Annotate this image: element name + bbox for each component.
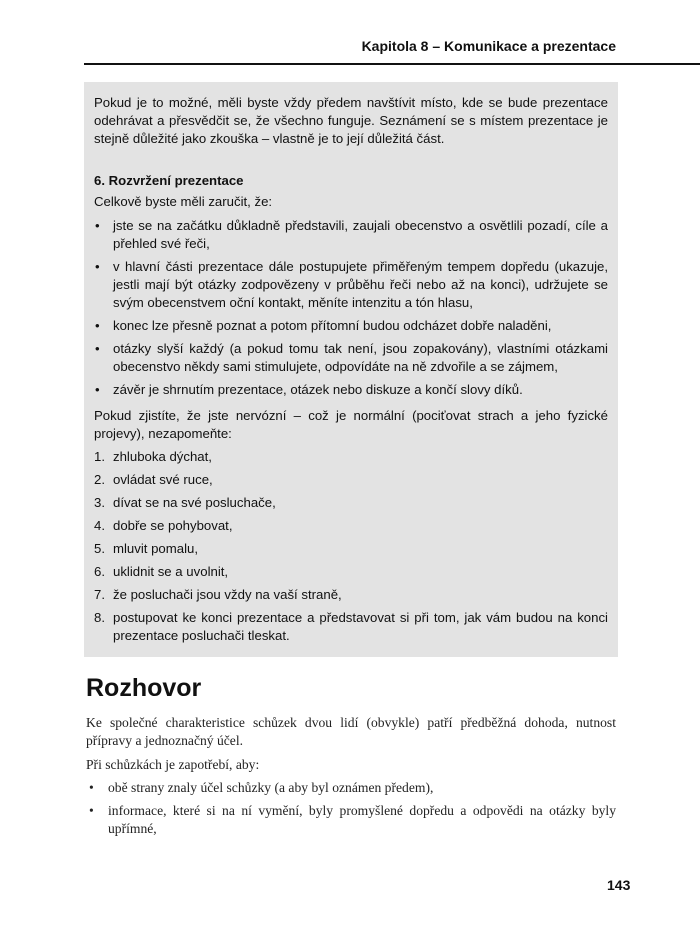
- bullet-icon: •: [95, 218, 100, 233]
- bullet-icon: •: [95, 259, 100, 274]
- list-item: • závěr je shrnutím prezentace, otázek nebo diskuze a končí slovy díků.: [95, 382, 523, 397]
- box-section-heading: 6. Rozvržení prezentace: [94, 173, 244, 188]
- list-item: • jste se na začátku důkladně představili, zaujali obecenstvo a osvětlili pozadí, cíle a přehled své řeči,: [95, 218, 608, 251]
- list-item: 4. dobře se pohybovat,: [94, 518, 233, 533]
- section-paragraph: Při schůzkách je zapotřebí, aby:: [86, 757, 260, 772]
- bullet-icon: •: [95, 318, 100, 333]
- bullet-icon: •: [89, 803, 94, 818]
- page-number: 143: [607, 877, 631, 893]
- section-paragraph: Ke společné charakteristice schůzek dvou lidí (obvykle) patří předběžná dohoda, nutnost přípravy a jednoznačný účel.: [86, 715, 616, 748]
- list-item: 1. zhluboka dýchat,: [94, 449, 212, 464]
- list-item: • otázky slyší každý (a pokud tomu tak není, jsou zopakovány), vlastními otázkami obecenstvo někdy sami stimulujete, odpovídáte na ně zdvořile a se zájmem,: [95, 341, 608, 374]
- box-intro-paragraph: Pokud je to možné, měli byste vždy předem navštívit místo, kde se bude prezentace odehrávat a přesvědčit se, že všechno funguje. Seznámení se s místem prezentace je stejně důležité jako zkouška – vlastně je to její důležitá část.: [94, 95, 608, 146]
- list-item: • informace, které si na ní vymění, byly promyšlené dopředu a odpovědi na otázky byly upřímné,: [89, 803, 616, 836]
- list-item: 2. ovládat své ruce,: [94, 472, 213, 487]
- list-item: 6. uklidnit se a uvolnit,: [94, 564, 229, 579]
- box-lead-text: Celkově byste měli zaručit, že:: [94, 194, 273, 209]
- box-numbered-list: [94, 448, 608, 645]
- bullet-icon: •: [95, 382, 100, 397]
- box-bullet-list: [94, 217, 608, 399]
- section-body: [86, 714, 616, 843]
- list-item: • v hlavní části prezentace dále postupujete přiměřeným tempem dopředu (ukazuje, jestli mají být otázky zodpovězeny v průběhu řeči nebo až na konci), udržujete se svým obecenstvem oční kontakt, měníte intenzitu a tón hlasu,: [95, 259, 608, 310]
- box-nervous-paragraph: Pokud zjistíte, že jste nervózní – což je normální (pociťovat strach a jeho fyzické projevy), nezapomeňte:: [94, 408, 608, 441]
- section-bullet-list: [86, 779, 616, 838]
- highlight-box: [84, 82, 618, 657]
- list-item: 5. mluvit pomalu,: [94, 541, 199, 556]
- bullet-icon: •: [95, 341, 100, 356]
- list-item: 7. že posluchači jsou vždy na vaší straně,: [94, 587, 342, 602]
- section-title: Rozhovor: [86, 674, 202, 702]
- bullet-icon: •: [89, 780, 94, 795]
- header-rule: [84, 63, 700, 65]
- list-item: • obě strany znaly účel schůzky (a aby byl oznámen předem),: [89, 780, 434, 795]
- list-item: 8. postupovat ke konci prezentace a představovat si při tom, jak vám budou na konci prezentace posluchači tleskat.: [94, 610, 608, 643]
- list-item: • konec lze přesně poznat a potom přítomní budou odcházet dobře naladěni,: [95, 318, 552, 333]
- list-item: 3. dívat se na své posluchače,: [94, 495, 276, 510]
- running-header: Kapitola 8 – Komunikace a prezentace: [361, 38, 616, 54]
